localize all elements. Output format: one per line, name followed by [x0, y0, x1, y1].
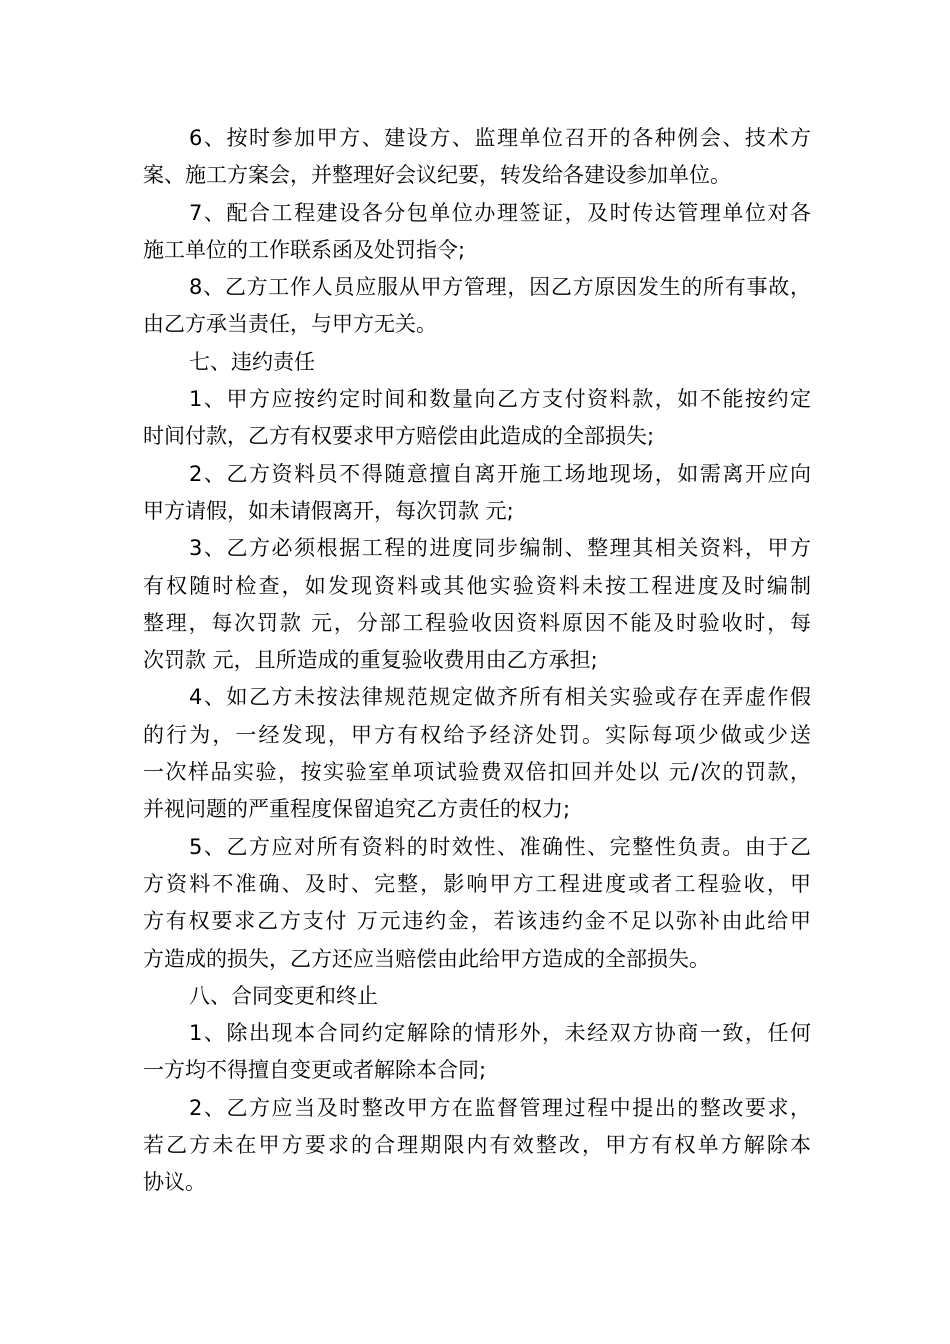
paragraph-breach-3 [143, 530, 811, 679]
paragraph-breach-2 [143, 456, 811, 531]
paragraph-line: 一方均不得擅自变更或者解除本合同; [143, 1058, 487, 1083]
paragraph-line: 的行为，一经发现，甲方有权给予经济处罚。实际每项少做或少送 [143, 722, 811, 747]
paragraph-line: 七、违约责任 [189, 349, 315, 374]
paragraph-line: 方造成的损失，乙方还应当赔偿由此给甲方造成的全部损失。 [143, 946, 710, 971]
paragraph-line: 8、乙方工作人员应服从甲方管理，因乙方原因发生的所有事故， [189, 275, 811, 300]
paragraph-line: 施工单位的工作联系函及处罚指令; [143, 237, 466, 262]
paragraph-section-8 [143, 978, 811, 1015]
paragraph-line: 方资料不准确、及时、完整，影响甲方工程进度或者工程验收，甲 [143, 871, 811, 896]
paragraph-line: 若乙方未在甲方要求的合理期限内有效整改，甲方有权单方解除本 [143, 1133, 811, 1158]
paragraph-line: 并视问题的严重程度保留追究乙方责任的权力; [143, 797, 571, 822]
paragraph-line: 由乙方承当责任，与甲方无关。 [143, 312, 437, 337]
paragraph-line: 有权随时检查，如发现资料或其他实验资料未按工程进度及时编制 [143, 573, 811, 598]
paragraph-line: 一次样品实验，按实验室单项试验费双倍扣回并处以 元/次的罚款， [143, 760, 811, 785]
paragraph-line: 协议。 [143, 1170, 206, 1195]
paragraph-line: 2、乙方资料员不得随意擅自离开施工场地现场，如需离开应向 [189, 461, 811, 486]
paragraph-line: 1、除出现本合同约定解除的情形外，未经双方协商一致，任何 [189, 1021, 811, 1046]
paragraph-line: 次罚款 元，且所造成的重复验收费用由乙方承担; [143, 648, 598, 673]
paragraph-breach-4 [143, 679, 811, 828]
paragraph-change-2 [143, 1090, 811, 1202]
paragraph-line: 方有权要求乙方支付 万元违约金，若该违约金不足以弥补由此给甲 [143, 909, 811, 934]
paragraph-section-7 [143, 344, 811, 381]
paragraph-item-8 [143, 269, 811, 344]
paragraph-line: 案、施工方案会，并整理好会议纪要，转发给各建设参加单位。 [143, 163, 731, 188]
paragraph-breach-1 [143, 381, 811, 456]
paragraph-line: 时间付款，乙方有权要求甲方赔偿由此造成的全部损失; [143, 424, 655, 449]
paragraph-line: 7、配合工程建设各分包单位办理签证，及时传达管理单位对各 [189, 200, 811, 225]
paragraph-breach-5 [143, 829, 811, 978]
paragraph-line: 1、甲方应按约定时间和数量向乙方支付资料款，如不能按约定 [189, 387, 811, 412]
paragraph-line: 甲方请假，如未请假离开，每次罚款 元; [143, 498, 514, 523]
paragraph-line: 2、乙方应当及时整改甲方在监督管理过程中提出的整改要求， [189, 1095, 811, 1120]
paragraph-line: 4、如乙方未按法律规范规定做齐所有相关实验或存在弄虚作假 [189, 685, 811, 710]
paragraph-line: 5、乙方应对所有资料的时效性、准确性、完整性负责。由于乙 [189, 834, 811, 859]
document-body [143, 120, 811, 1202]
paragraph-line: 整理，每次罚款 元，分部工程验收因资料原因不能及时验收时，每 [143, 610, 811, 635]
paragraph-line: 3、乙方必须根据工程的进度同步编制、整理其相关资料，甲方 [189, 536, 811, 561]
paragraph-item-7 [143, 195, 811, 270]
paragraph-item-6 [143, 120, 811, 195]
paragraph-line: 八、合同变更和终止 [189, 983, 378, 1008]
paragraph-line: 6、按时参加甲方、建设方、监理单位召开的各种例会、技术方 [189, 126, 811, 150]
paragraph-change-1 [143, 1015, 811, 1090]
